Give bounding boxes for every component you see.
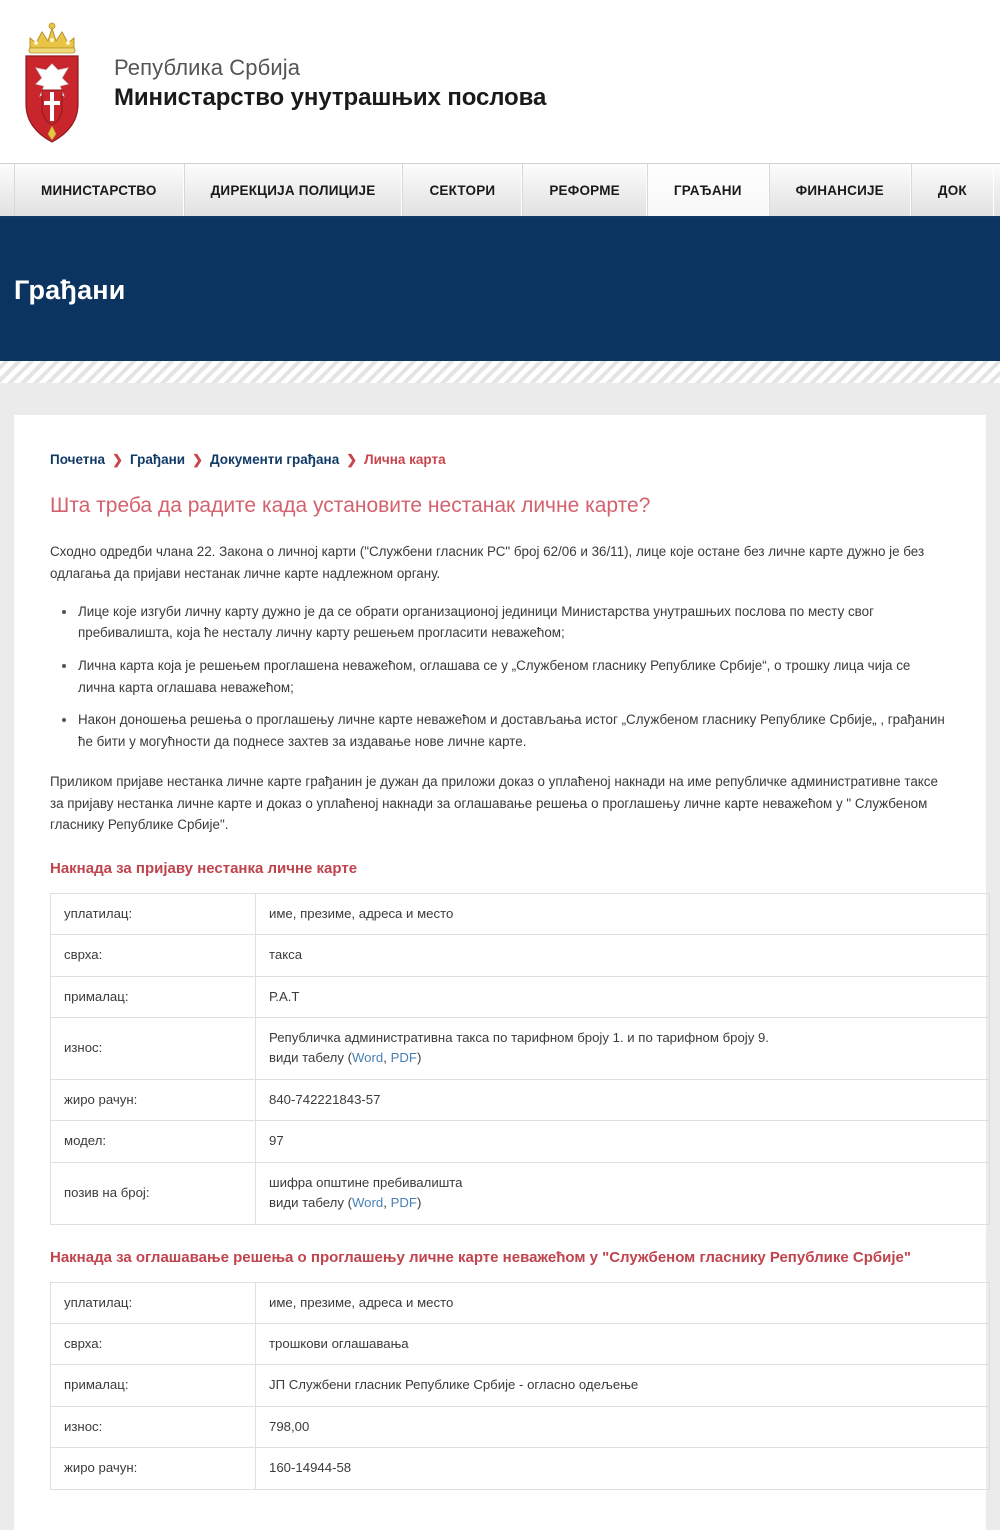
see-table-text: види табелу ( [269,1050,352,1066]
list-item: Лична карта која је решењем проглашена неважећом, оглашава се у „Службеном гласнику Републике Србије“, о трошку лица чија се лична карта оглашава неважећом; [76,655,950,698]
row-value [256,1162,990,1224]
pdf-document-link[interactable]: PDF [390,1050,417,1066]
nav-item-label: ФИНАНСИЈЕ [795,182,884,198]
word-document-link[interactable]: Word [351,1195,384,1211]
row-value-line1: шифра општине пребивалишта [269,1174,463,1190]
table-row [51,1448,990,1489]
nav-item-1[interactable] [184,164,403,216]
table-row [51,1323,990,1364]
row-value: такса [256,935,990,976]
table-row [51,976,990,1017]
link-suffix: ) [416,1195,422,1211]
breadcrumb-item-2[interactable]: Документи грађана [209,452,340,467]
row-value: 840-742221843-57 [256,1079,990,1120]
breadcrumb-item-3: Лична карта [364,452,446,467]
closing-paragraph: Приликом пријаве нестанка личне карте грађанин је дужан да приложи доказ о уплаћеној накнади на име републичке административне таксе за пријаву нестанка личне карте и доказ о уплаћеној накнади за оглашавање решења о проглашењу личне карте неважећом у " Службеном гласнику Републике Србије". [50,773,938,833]
row-value-line2 [269,1193,976,1213]
breadcrumb[interactable] [50,451,950,470]
row-label: жиро рачун: [51,1448,256,1489]
row-label: прималац: [51,976,256,1017]
table-row [51,893,990,934]
row-label: позив на број: [51,1162,256,1224]
site-header [0,0,1000,163]
row-value-line1: Републичка административна такса по тарифном броју 1. и по тарифном броју 9. [269,1030,769,1046]
nav-item-label: РЕФОРМЕ [549,182,620,198]
breadcrumb-separator-icon: ❯ [112,452,123,467]
brand-line-republic: Република Србија [114,55,301,81]
page-banner [0,219,1000,361]
see-table-text: види табелу ( [269,1195,352,1211]
breadcrumb-separator-icon: ❯ [192,452,203,467]
pdf-document-link[interactable]: PDF [390,1195,417,1211]
row-label: сврха: [51,935,256,976]
row-value: Р.А.Т [256,976,990,1017]
content-shell [0,383,1000,1530]
nav-item-label: СЕКТОРИ [429,182,496,198]
row-label: уплатилац: [51,893,256,934]
nav-item-0[interactable] [14,164,184,216]
table-row [51,935,990,976]
table-row [51,1079,990,1120]
fee-table-1 [50,893,990,1225]
row-value: 160-14944-58 [256,1448,990,1489]
fee-table-2 [50,1282,990,1490]
table-row [51,1406,990,1447]
nav-item-2[interactable] [402,164,522,216]
main-navigation[interactable] [0,163,1000,219]
table-row [51,1018,990,1080]
banner-title: Грађани [14,274,126,305]
nav-item-5[interactable] [769,164,911,216]
link-suffix: ) [416,1050,422,1066]
content-card [14,415,986,1530]
table-row [51,1162,990,1224]
breadcrumb-item-0[interactable]: Почетна [50,452,106,467]
nav-item-label: МИНИСТАРСТВО [41,182,157,198]
breadcrumb-separator-icon: ❯ [346,452,358,467]
row-label: модел: [51,1121,256,1162]
link-separator: , [383,1050,391,1066]
row-value: име, презиме, адреса и место [256,893,990,934]
row-value: име, презиме, адреса и место [256,1282,990,1323]
row-label: сврха: [51,1323,256,1364]
table1-heading: Накнада за пријаву нестанка личне карте [50,859,358,877]
bullet-list [50,601,950,753]
striped-divider [0,361,1000,383]
nav-item-4[interactable] [647,164,769,216]
row-value: трошкови оглашавања [256,1323,990,1364]
nav-item-label: ДОК [937,182,967,198]
nav-item-6[interactable] [911,164,994,216]
row-value: 798,00 [256,1406,990,1447]
nav-item-label: ДИРЕКЦИЈА ПОЛИЦИЈЕ [210,182,376,198]
row-label: уплатилац: [51,1282,256,1323]
breadcrumb-item-1[interactable]: Грађани [129,452,186,467]
row-value [256,1018,990,1080]
row-label: износ: [51,1406,256,1447]
serbian-coat-of-arms-icon [16,18,88,146]
intro-paragraph: Сходно одредби члана 22. Закона о личној карти ("Службени гласник РС" број 62/06 и 36/11), лице које остане без личне карте дужно је без одлагања да пријави нестанак личне карте надлежном органу. [50,544,925,581]
row-label: износ: [51,1018,256,1080]
row-label: жиро рачун: [51,1079,256,1120]
row-value: ЈП Службени гласник Републике Србије - огласно одељење [256,1365,990,1406]
list-item: Након доношења решења о проглашењу личне карте неважећом и достављања истог „Службеном гласнику Републике Србије„ , грађанин ће бити у могућности да поднесе захтев за издавање нове личне карте. [76,709,950,752]
page-title: Шта треба да радите када установите нестанак личне карте? [50,493,651,517]
table-row [51,1121,990,1162]
word-document-link[interactable]: Word [351,1050,384,1066]
table-row [51,1365,990,1406]
row-value: 97 [256,1121,990,1162]
brand-text [114,50,546,113]
link-separator: , [383,1195,391,1211]
table2-heading: Накнада за оглашавање решења о проглашењу личне карте неважећом у "Службеном гласнику Републике Србије" [50,1248,911,1266]
row-label: прималац: [51,1365,256,1406]
table-row [51,1282,990,1323]
nav-item-label: ГРАЂАНИ [673,182,742,198]
brand-line-ministry: Министарство унутрашњих послова [114,83,547,111]
row-value-line2 [269,1048,976,1068]
list-item: Лице које изгуби личну карту дужно је да се обрати организационој јединици Министарства унутрашњих послова по месту свог пребивалишта, која ће несталу личну карту решењем прогласити неважећом; [76,601,950,644]
nav-item-3[interactable] [522,164,647,216]
